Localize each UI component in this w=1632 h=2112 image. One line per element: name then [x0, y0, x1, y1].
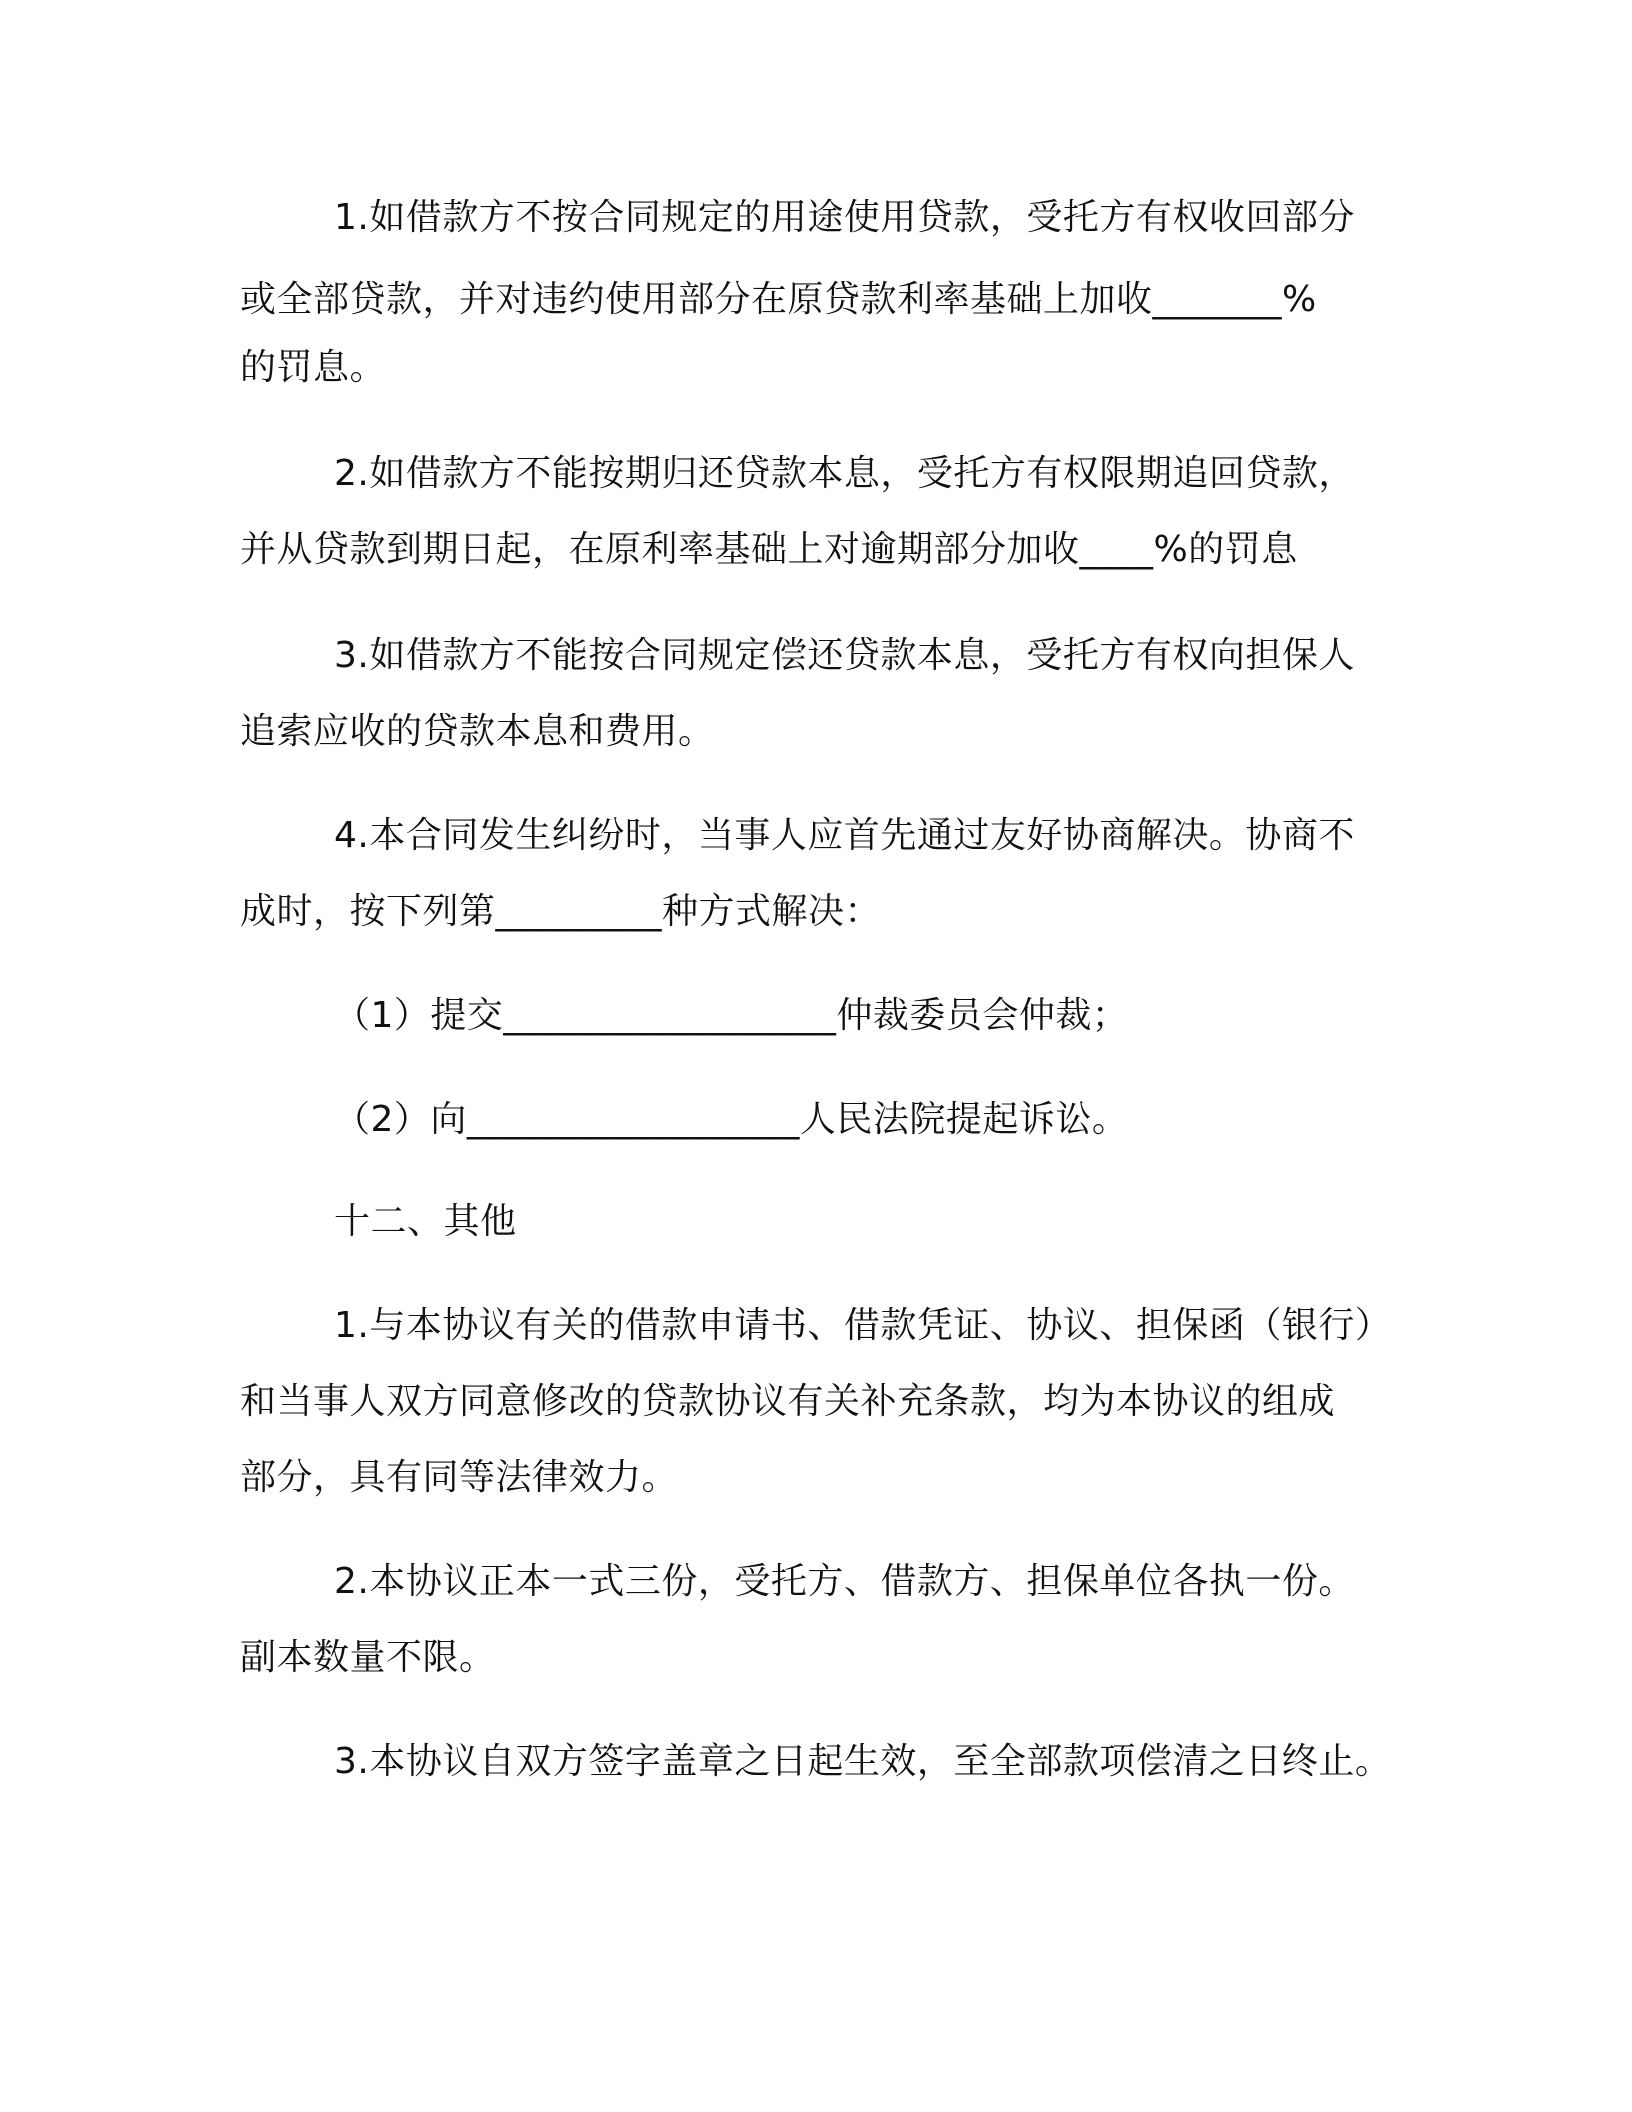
section-heading: 十二、其他 [334, 1201, 517, 1242]
text-line: 1.与本协议有关的借款申请书、借款凭证、协议、担保函（银行） [334, 1305, 1392, 1346]
text-line: 部分，具有同等法律效力。 [240, 1457, 679, 1498]
text-line: 1.如借款方不按合同规定的用途使用贷款，受托方有权收回部分 [334, 197, 1355, 238]
option-litigation: （2）向__________________人民法院提起诉讼。 [334, 1099, 1129, 1140]
text-line: 和当事人双方同意修改的贷款协议有关补充条款，均为本协议的组成 [240, 1381, 1336, 1422]
text-line: 4.本合同发生纠纷时，当事人应首先通过友好协商解决。协商不 [334, 815, 1355, 856]
option-arbitration: （1）提交__________________仲裁委员会仲裁； [334, 995, 1129, 1036]
text-line: 2.如借款方不能按期归还贷款本息，受托方有权限期追回贷款， [334, 453, 1355, 494]
text-line: 副本数量不限。 [240, 1637, 496, 1678]
text-line: 2.本协议正本一式三份，受托方、借款方、担保单位各执一份。 [334, 1561, 1355, 1602]
text-line: 3.如借款方不能按合同规定偿还贷款本息，受托方有权向担保人 [334, 635, 1355, 676]
text-line: 并从贷款到期日起，在原利率基础上对逾期部分加收____%的罚息 [240, 529, 1298, 570]
text-line: 成时，按下列第_________种方式解决： [240, 891, 882, 932]
text-line: 或全部贷款，并对违约使用部分在原贷款利率基础上加收_______% [240, 279, 1317, 320]
text-line: 追索应收的贷款本息和费用。 [240, 711, 715, 752]
paragraph-effective-date: 3.本协议自双方签字盖章之日起生效，至全部款项偿清之日终止。 [334, 1741, 1392, 1782]
text-line: 的罚息。 [240, 347, 387, 388]
